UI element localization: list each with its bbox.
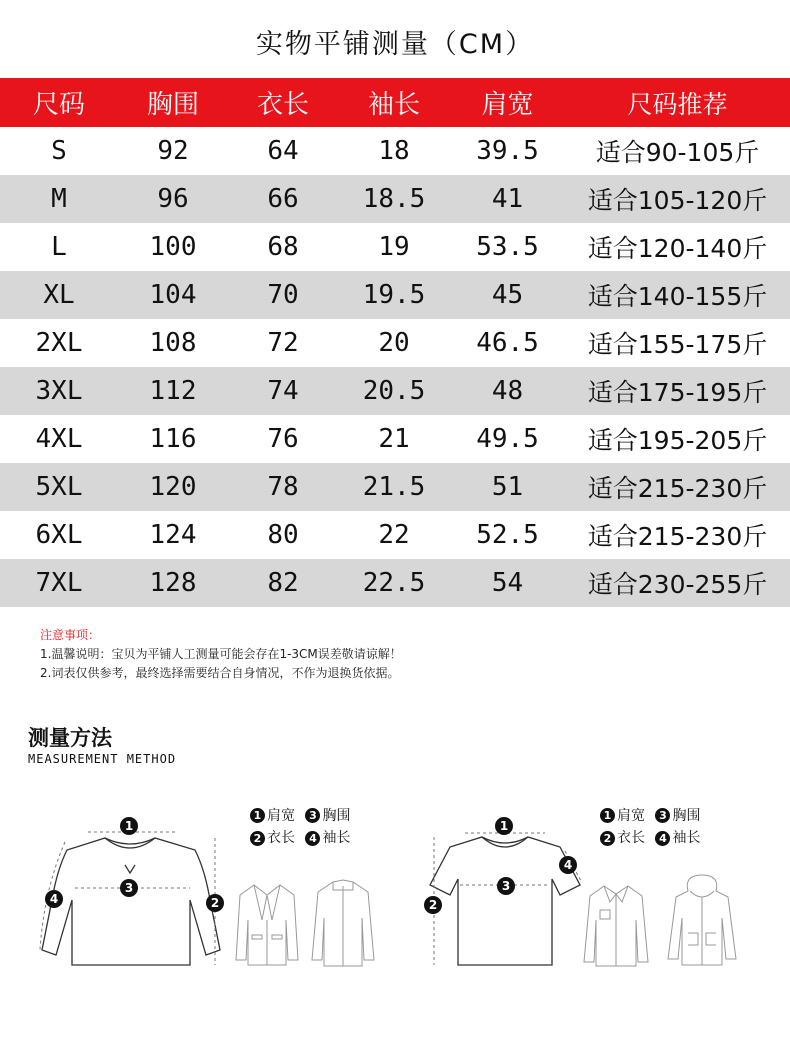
- cell-shoulder: 46.5: [476, 328, 539, 358]
- cell-recommend: 适合195-205斤: [587, 426, 768, 455]
- cell-size: 5XL: [35, 472, 83, 502]
- num-4: 4: [655, 831, 670, 846]
- cell-chest: 96: [157, 184, 189, 214]
- cell-shoulder: 49.5: [476, 424, 539, 454]
- cell-sleeve: 21: [378, 424, 410, 454]
- cell-sleeve: 19: [378, 232, 410, 262]
- cell-length: 72: [267, 328, 299, 358]
- badge-2-right: 2: [424, 896, 442, 914]
- cell-chest: 128: [149, 568, 197, 598]
- label-length: 衣长: [617, 830, 645, 846]
- cell-size: XL: [43, 280, 75, 310]
- cell-shoulder: 53.5: [476, 232, 539, 262]
- label-chest: 胸围: [672, 807, 701, 824]
- notes: [40, 626, 402, 683]
- badge-2-left: 2: [206, 894, 224, 912]
- cell-recommend: 适合90-105斤: [595, 138, 760, 167]
- badge-3-left: 3: [120, 879, 138, 897]
- cell-chest: 100: [149, 232, 197, 262]
- label-shoulder: 肩宽: [267, 807, 295, 824]
- cell-recommend: 适合230-255斤: [587, 570, 768, 599]
- num-1: 1: [250, 808, 265, 823]
- page-title: 实物平铺测量（CM）: [255, 29, 535, 60]
- shirt-icon: [580, 880, 652, 970]
- cell-shoulder: 48: [491, 376, 524, 406]
- header-length: 衣长: [256, 90, 309, 120]
- cell-chest: 124: [149, 520, 197, 550]
- cell-recommend: 适合105-120斤: [587, 186, 768, 215]
- header-chest: 胸围: [146, 90, 199, 120]
- cell-shoulder: 52.5: [476, 520, 539, 550]
- cell-recommend: 适合175-195斤: [587, 378, 768, 407]
- table-row: [0, 415, 790, 463]
- label-shoulder: 肩宽: [617, 807, 645, 824]
- table-row: [0, 223, 790, 271]
- cell-sleeve: 19.5: [362, 280, 426, 310]
- cell-size: 2XL: [35, 328, 83, 358]
- cell-shoulder: 54: [491, 568, 524, 598]
- notes-line-1: 1.温馨说明：宝贝为平铺人工测量可能会存在1-3CM误差敬请谅解！: [40, 647, 402, 661]
- legend-right: [600, 804, 706, 849]
- table-row: [0, 271, 790, 319]
- cell-shoulder: 39.5: [476, 136, 539, 166]
- num-3: 3: [305, 808, 320, 823]
- cell-chest: 116: [149, 424, 197, 454]
- cell-shoulder: 41: [491, 184, 524, 214]
- header-sleeve: 袖长: [367, 90, 420, 120]
- notes-line-2: 2.词表仅供参考，最终选择需要结合自身情况，不作为退换货依据。: [40, 666, 400, 680]
- cell-size: S: [51, 136, 67, 166]
- hoodie-icon: [664, 873, 740, 970]
- blazer-icon: [232, 880, 302, 970]
- notes-title: 注意事项：: [40, 628, 101, 642]
- cell-recommend: 适合215-230斤: [587, 474, 768, 503]
- header-recommend: 尺码推荐: [627, 89, 728, 119]
- table-row: [0, 319, 790, 367]
- table-row: [0, 127, 790, 175]
- cell-shoulder: 45: [491, 280, 524, 310]
- label-length: 衣长: [267, 830, 295, 846]
- cell-recommend: 适合120-140斤: [587, 234, 768, 263]
- cell-shoulder: 51: [491, 472, 524, 502]
- cell-size: 3XL: [35, 376, 83, 406]
- cell-length: 82: [267, 568, 299, 598]
- method-subtitle: MEASUREMENT METHOD: [28, 752, 177, 766]
- cell-length: 66: [267, 184, 299, 214]
- num-4: 4: [305, 831, 320, 846]
- size-table: [0, 78, 790, 607]
- legend-left: [250, 804, 356, 849]
- num-1: 1: [600, 808, 615, 823]
- cell-sleeve: 21.5: [362, 472, 426, 502]
- num-3: 3: [655, 808, 670, 823]
- tshirt-diagram: [420, 815, 590, 975]
- table-row: [0, 367, 790, 415]
- badge-4-right: 4: [559, 856, 577, 874]
- cell-length: 64: [267, 136, 299, 166]
- cell-size: L: [51, 232, 67, 262]
- cell-sleeve: 20: [378, 328, 410, 358]
- cell-recommend: 适合140-155斤: [587, 282, 768, 311]
- cell-length: 74: [267, 376, 299, 406]
- table-row: [0, 559, 790, 607]
- label-sleeve: 袖长: [322, 830, 351, 846]
- cell-size: 6XL: [35, 520, 83, 550]
- cell-sleeve: 18: [378, 136, 410, 166]
- header-size: 尺码: [32, 90, 85, 120]
- cell-chest: 120: [149, 472, 197, 502]
- cell-length: 76: [267, 424, 299, 454]
- badge-4-left: 4: [45, 890, 63, 908]
- table-row: [0, 511, 790, 559]
- method-title: 测量方法: [28, 726, 112, 750]
- badge-3-right: 3: [497, 877, 515, 895]
- cell-sleeve: 22: [378, 520, 410, 550]
- cell-chest: 104: [149, 280, 197, 310]
- cell-size: 7XL: [35, 568, 83, 598]
- table-header-row: [0, 78, 790, 127]
- label-chest: 胸围: [322, 807, 351, 824]
- cell-sleeve: 18.5: [362, 184, 426, 214]
- cell-length: 68: [267, 232, 299, 262]
- cell-chest: 112: [149, 376, 197, 406]
- cell-length: 78: [267, 472, 299, 502]
- cell-recommend: 适合215-230斤: [587, 522, 768, 551]
- num-2: 2: [600, 831, 615, 846]
- cell-length: 70: [267, 280, 299, 310]
- cell-sleeve: 20.5: [362, 376, 426, 406]
- jacket-icon: [308, 878, 378, 970]
- cell-length: 80: [267, 520, 299, 550]
- badge-1-left: 1: [120, 817, 138, 835]
- cell-size: 4XL: [35, 424, 83, 454]
- cell-sleeve: 22.5: [362, 568, 426, 598]
- badge-1-right: 1: [495, 817, 513, 835]
- num-2: 2: [250, 831, 265, 846]
- table-row: [0, 175, 790, 223]
- label-sleeve: 袖长: [672, 830, 701, 846]
- table-row: [0, 463, 790, 511]
- header-shoulder: 肩宽: [481, 90, 534, 120]
- cell-size: M: [51, 184, 67, 214]
- cell-chest: 92: [157, 136, 189, 166]
- cell-chest: 108: [149, 328, 197, 358]
- cell-recommend: 适合155-175斤: [587, 330, 768, 359]
